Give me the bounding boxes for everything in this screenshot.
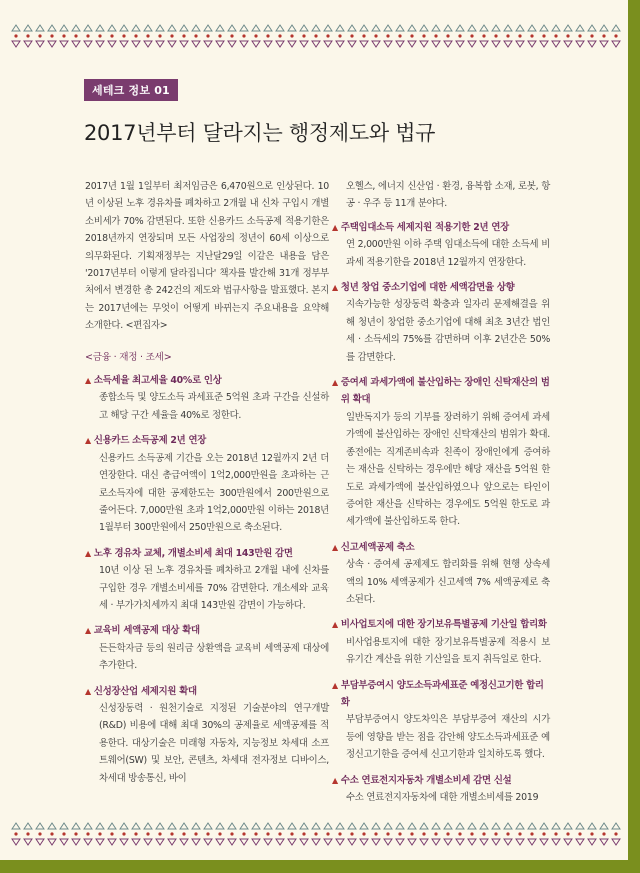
- triangle-bullet-icon: ▲: [332, 222, 338, 232]
- item-title: 신성장산업 세제지원 확대: [93, 685, 197, 697]
- item-body: 종합소득 및 양도소득 과세표준 5억원 초과 구간을 신설하고 해당 구간 세율을 40%로 정한다.: [99, 392, 329, 421]
- section-label: <금융 · 재정 · 조세>: [85, 351, 172, 363]
- triangle-bullet-icon: ▲: [332, 542, 338, 552]
- item-title: 수소 연료전지자동차 개별소비세 감면 신설: [340, 774, 512, 786]
- item-body: 부담부증여시 양도차익은 부담부증여 재산의 시가 등에 영향을 받는 점을 감안해 양도소득과세표준 예정신고기한을 증여세 신고기한과 일치하도록 했다.: [346, 714, 550, 761]
- article-title: 2017년부터 달라지는 행정제도와 법규: [84, 121, 436, 145]
- list-item: [332, 374, 550, 531]
- item-title: 신고세액공제 축소: [340, 541, 415, 553]
- triangle-bullet-icon: ▲: [332, 378, 338, 388]
- triangle-bullet-icon: ▲: [332, 680, 338, 690]
- list-item: [332, 616, 550, 668]
- triangle-bullet-icon: ▲: [85, 626, 91, 636]
- left-column: [85, 178, 329, 795]
- decorative-pattern-top: [10, 20, 622, 50]
- intro-paragraph: 2017년 1월 1일부터 최저임금은 6,470원으로 인상된다. 10년 이상된 노후 경유차를 폐차하고 2개월 내 신차 구입시 개별소비세가 70% 감면된다. 또한 신용카드 소득공제 적용기한은 2018년까지 연장되며 모든 사업장의 정년이 60세 이상으로 의무화된다. 기획재정부는 지난달29일 이같은 내용을 담은 '2017년부터 이렇게 달라집니다' 책자를 발간해 31개 정부부처에서 변경한 총 242건의 제도와 법규사항을 발표했다. 본지는 2017년에는 무엇이 어떻게 바뀌는지 주요내용을 요약해 소개한다. <편집자>: [85, 181, 329, 332]
- right-column: [332, 178, 550, 814]
- item-body: 신성장동력 · 원천기술로 지정된 기술분야의 연구개발(R&D) 비용에 대해 최대 30%의 공제율로 세액공제를 적용한다. 대상기술은 미래형 자동차, 지능정보 차세대 소프트웨어(SW) 및 보안, 콘텐츠, 차세대 전자정보 디바이스, 차세대 방송통신, 바이: [99, 702, 329, 784]
- item-title: 소득세율 최고세율 40%로 인상: [93, 375, 222, 387]
- item-body: 지속가능한 성장동력 확충과 일자리 문제해결을 위해 청년이 창업한 중소기업에 대해 최초 3년간 법인세 · 소득세의 75%를 감면하며 이후 2년간은 50%를 감면한다.: [346, 299, 550, 363]
- item-title: 비사업토지에 대한 장기보유특별공제 기산일 합리화: [340, 619, 547, 631]
- list-item: [332, 772, 550, 807]
- item-body: 일반독지가 등의 기부를 장려하기 위해 증여세 과세가액에 불산입하는 장애인 신탁재산의 범위가 확대. 종전에는 직계존비속과 친족이 장애인에게 증여하는 재산을 신탁하는 경우에만 해당 재산을 5억원 한도로 과세가액에 불산입하였으나 앞으로는 타인이 증여한 재산을 신탁하는 경우에도 5억원 한도로 과세가액에 불산입하도록 한다.: [346, 411, 550, 528]
- triangle-bullet-icon: ▲: [332, 283, 338, 293]
- continued-text: 오헬스, 에너지 신산업 · 환경, 융복합 소재, 로봇, 항공 · 우주 등 11개 분야다.: [346, 181, 550, 210]
- triangle-bullet-icon: ▲: [85, 436, 91, 446]
- item-body: 연 2,000만원 이하 주택 임대소득에 대한 소득세 비과세 적용기한을 2018년 12월까지 연장한다.: [346, 239, 550, 268]
- triangle-bullet-icon: ▲: [332, 775, 338, 785]
- list-item: [85, 622, 329, 674]
- item-title: 교육비 세액공제 대상 확대: [93, 625, 200, 637]
- item-body: 상속 · 증여세 공제제도 합리화를 위해 현행 상속세액의 10% 세액공제가 신고세액 7% 세액공제로 축소된다.: [346, 559, 550, 605]
- item-title: 신용카드 소득공제 2년 연장: [93, 435, 207, 447]
- item-body: 10년 이상 된 노후 경유차를 폐차하고 2개월 내에 신차를 구입한 경우 개별소비세를 70% 감면한다. 개소세와 교육세 · 부가가치세까지 최대 143만원 감면이 가능하다.: [99, 565, 329, 611]
- item-title: 증여세 과세가액에 불산입하는 장애인 신탁재산의 범위 확대: [340, 377, 550, 406]
- item-title: 노후 경유차 교체, 개별소비세 최대 143만원 감면: [93, 547, 293, 559]
- decorative-pattern-bottom: [10, 818, 622, 848]
- triangle-bullet-icon: ▲: [85, 686, 91, 696]
- list-item: [332, 539, 550, 609]
- list-item: [85, 683, 329, 787]
- item-body: 비사업용토지에 대한 장기보유특별공제 적용시 보유기간 계산을 위한 기산일을 토지 취득일로 한다.: [346, 636, 550, 666]
- triangle-bullet-icon: ▲: [85, 376, 91, 386]
- section-tag: 세테크 정보 01: [84, 79, 178, 101]
- item-title: 부담부증여시 양도소득과세표준 예정신고기한 합리화: [340, 679, 544, 708]
- item-body: 신용카드 소득공제 기간을 오는 2018년 12월까지 2년 더 연장한다. 대신 총급여액이 1억2,000만원을 초과하는 근로소득자에 대한 공제한도는 300만원에서 200만원으로 줄어든다. 7,000만원 초과 1억2,000만원 이하는 2018년 1월부터 300만원에서 250만원으로 축소된다.: [99, 452, 329, 534]
- item-title: 청년 창업 중소기업에 대한 세액감면율 상향: [340, 282, 515, 294]
- item-body: 수소 연료전지자동차에 대한 개별소비세를 2019: [346, 792, 539, 803]
- list-item: [332, 677, 550, 764]
- triangle-bullet-icon: ▲: [85, 548, 91, 558]
- list-item: [332, 279, 550, 366]
- item-body: 든든학자금 등의 원리금 상환액을 교육비 세액공제 대상에 추가한다.: [99, 642, 329, 672]
- list-item: [85, 432, 329, 536]
- list-item: [85, 545, 329, 615]
- triangle-bullet-icon: ▲: [332, 620, 338, 630]
- list-item: [85, 372, 329, 424]
- item-title: 주택임대소득 세제지원 적용기한 2년 연장: [340, 221, 509, 233]
- list-item: [332, 219, 550, 271]
